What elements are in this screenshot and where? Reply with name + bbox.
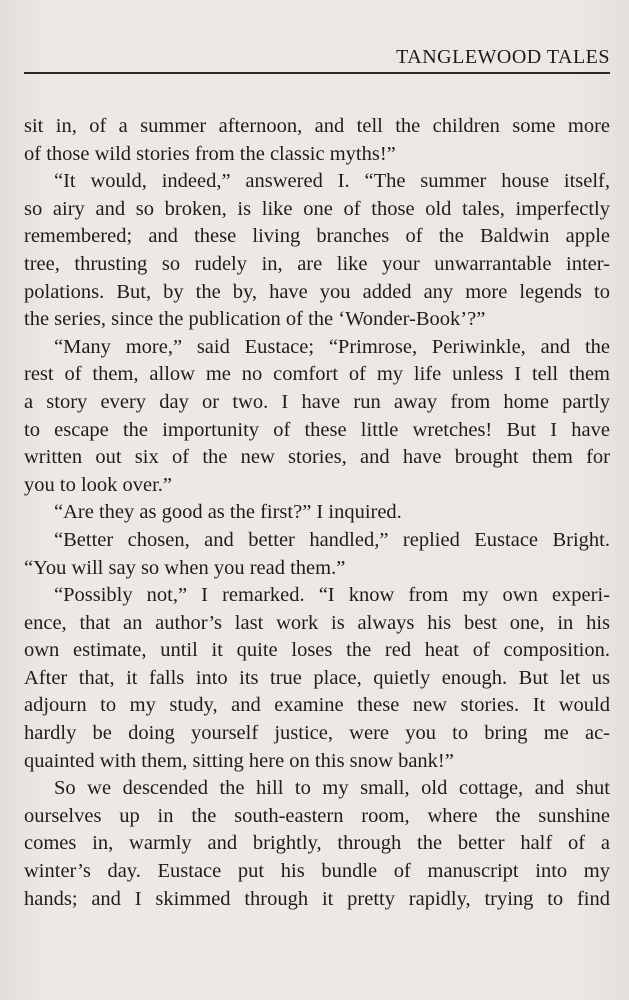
text-line: remembered; and these living branches of the Baldwin apple bbox=[24, 225, 610, 248]
text-line: “Many more,” said Eustace; “Primrose, Periwinkle, and the bbox=[54, 335, 610, 358]
text-line: hands; and I skimmed through it pretty rapidly, trying to find bbox=[24, 887, 610, 910]
text-line: winter’s day. Eustace put his bundle of manuscript into my bbox=[24, 860, 610, 883]
text-line: so airy and so broken, is like one of those old tales, imperfectly bbox=[24, 197, 610, 220]
text-line: “Better chosen, and better handled,” replied Eustace Bright. bbox=[54, 528, 610, 551]
page-header bbox=[24, 46, 610, 74]
body-text bbox=[24, 113, 610, 913]
text-line: “Possibly not,” I remarked. “I know from my own experi- bbox=[54, 584, 610, 607]
text-line: polations. But, by the by, have you added any more legends to bbox=[24, 280, 610, 303]
text-line: the series, since the publication of the ‘Wonder-Book’?” bbox=[24, 308, 486, 331]
text-line: ence, that an author’s last work is always his best one, in his bbox=[24, 611, 610, 634]
text-line: sit in, of a summer afternoon, and tell the children some more bbox=[24, 115, 610, 137]
text-line: rest of them, allow me no comfort of my life unless I tell them bbox=[24, 363, 610, 386]
text-line: So we descended the hill to my small, old cottage, and shut bbox=[54, 777, 610, 800]
text-line: After that, it falls into its true place, quietly enough. But let us bbox=[24, 666, 610, 689]
text-line: tree, thrusting so rudely in, are like your unwarrantable inter- bbox=[24, 252, 610, 275]
text-line: of those wild stories from the classic myths!” bbox=[24, 142, 396, 165]
text-line: you to look over.” bbox=[24, 473, 173, 496]
header-rule bbox=[24, 72, 610, 74]
text-line: to escape the importunity of these little wretches! But I have bbox=[24, 418, 610, 441]
text-line: quainted with them, sitting here on this snow bank!” bbox=[24, 749, 454, 772]
text-line: a story every day or two. I have run away from home partly bbox=[24, 390, 610, 413]
text-line: “Are they as good as the first?” I inquired. bbox=[54, 501, 402, 524]
running-head: TANGLEWOOD TALES bbox=[396, 46, 610, 68]
text-line: ourselves up in the south-eastern room, where the sunshine bbox=[24, 804, 610, 827]
text-line: hardly be doing yourself justice, were you to bring me ac- bbox=[24, 722, 610, 745]
text-line: “You will say so when you read them.” bbox=[24, 556, 346, 579]
text-line: comes in, warmly and brightly, through the better half of a bbox=[24, 832, 610, 855]
text-line: written out six of the new stories, and have brought them for bbox=[24, 446, 610, 469]
text-line: adjourn to my study, and examine these new stories. It would bbox=[24, 694, 610, 717]
text-line: own estimate, until it quite loses the red heat of composition. bbox=[24, 639, 610, 662]
text-line: “It would, indeed,” answered I. “The summer house itself, bbox=[54, 170, 610, 193]
